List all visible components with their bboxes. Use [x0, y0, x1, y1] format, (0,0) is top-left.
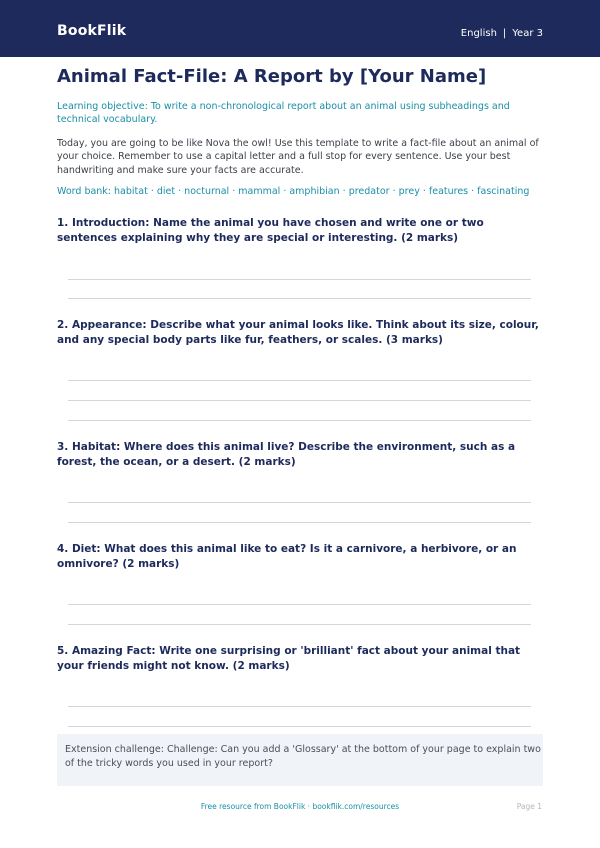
question-text: 3. Habitat: Where does this animal live? Describe the environment, such as a forest, the ocean, or a desert. (2 marks) [57, 441, 516, 468]
intro-section [57, 66, 543, 198]
answer-line[interactable] [68, 380, 531, 381]
question-3 [57, 440, 543, 469]
answer-line[interactable] [68, 624, 531, 625]
answer-line[interactable] [68, 502, 531, 503]
answer-line[interactable] [68, 400, 531, 401]
subject-label: English [460, 28, 497, 39]
page-title: Animal Fact-File: A Report by [Your Name] [57, 66, 487, 87]
header-bar [0, 0, 600, 57]
learning-objective: Learning objective: To write a non-chronological report about an animal using subheadings and technical vocabulary. [57, 101, 510, 125]
question-text: 4. Diet: What does this animal like to eat? Is it a carnivore, a herbivore, or an omnivore? (2 marks) [57, 543, 517, 570]
question-text: 5. Amazing Fact: Write one surprising or 'brilliant' fact about your animal that your friends might not know. (2 marks) [57, 645, 521, 672]
question-5 [57, 644, 543, 673]
answer-line[interactable] [68, 726, 531, 727]
answer-line[interactable] [68, 298, 531, 299]
answer-line[interactable] [68, 604, 531, 605]
answer-line[interactable] [68, 522, 531, 523]
brand-logo: BookFlik [57, 23, 127, 39]
header-meta [461, 28, 543, 39]
year-label: Year 3 [512, 28, 543, 39]
answer-line[interactable] [68, 420, 531, 421]
meta-separator: | [502, 28, 507, 39]
question-text: 2. Appearance: Describe what your animal looks like. Think about its size, colour, and any special body parts like fur, feathers, or scales. (3 marks) [57, 319, 539, 346]
question-4 [57, 542, 543, 571]
footer-credit[interactable]: Free resource from BookFlik · bookflik.com/resources [200, 802, 400, 811]
question-text: 1. Introduction: Name the animal you have chosen and write one or two sentences explaining why they are special or interesting. (2 marks) [57, 217, 484, 244]
answer-line[interactable] [68, 706, 531, 707]
page-number: Page 1 [516, 802, 542, 811]
extension-challenge-text: Extension challenge: Challenge: Can you add a 'Glossary' at the bottom of your page to explain two of the tricky words you used in your report? [65, 744, 541, 769]
question-1 [57, 216, 543, 245]
word-bank: Word bank: habitat · diet · nocturnal · mammal · amphibian · predator · prey · features · fascinating [57, 186, 530, 198]
instructions-text: Today, you are going to be like Nova the owl! Use this template to write a fact-file about an animal of your choice. Remember to use a capital letter and a full stop for every sentence. Use your best handwriting and make sure your facts are accurate. [57, 138, 539, 176]
answer-line[interactable] [68, 279, 531, 280]
extension-challenge-box [57, 734, 543, 786]
question-2 [57, 318, 543, 347]
